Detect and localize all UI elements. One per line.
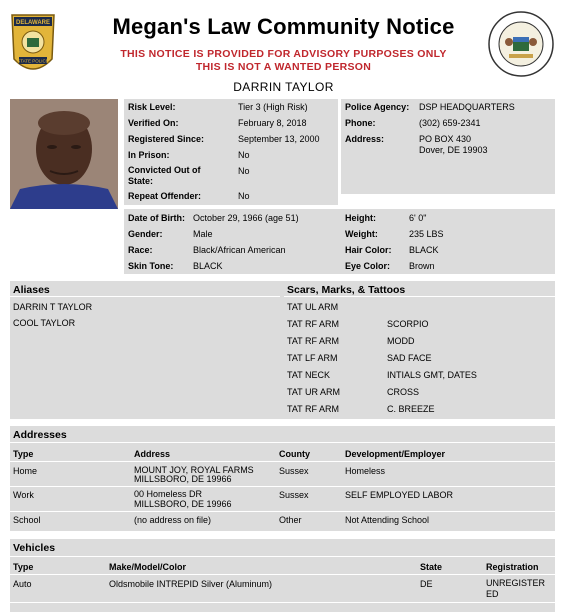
vehicles-row-divider bbox=[10, 602, 555, 603]
vehicle-col-state: State bbox=[420, 562, 443, 572]
hair-value: BLACK bbox=[409, 245, 439, 255]
vehicles-header-divider bbox=[10, 574, 555, 575]
vehicles-divider bbox=[10, 556, 555, 557]
scars-heading: Scars, Marks, & Tattoos bbox=[287, 284, 406, 296]
scar-location: TAT LF ARM bbox=[287, 353, 338, 363]
address-line1: (no address on file) bbox=[134, 515, 212, 525]
address-col-county: County bbox=[279, 449, 310, 459]
race-label: Race: bbox=[128, 245, 153, 255]
dob-label: Date of Birth: bbox=[128, 213, 185, 223]
prison-value: No bbox=[238, 150, 250, 160]
race-value: Black/African American bbox=[193, 245, 286, 255]
address-type: Work bbox=[13, 490, 34, 500]
scar-location: TAT RF ARM bbox=[287, 319, 340, 329]
vehicle-registration-line2: ED bbox=[486, 589, 499, 599]
address-type: School bbox=[13, 515, 41, 525]
svg-text:STATE POLICE: STATE POLICE bbox=[17, 58, 49, 64]
scar-location: TAT NECK bbox=[287, 370, 331, 380]
registered-label: Registered Since: bbox=[128, 134, 205, 144]
address-development: SELF EMPLOYED LABOR bbox=[345, 490, 454, 500]
skin-label: Skin Tone: bbox=[128, 261, 174, 271]
dob-value: October 29, 1966 (age 51) bbox=[193, 213, 299, 223]
scar-description: CROSS bbox=[387, 387, 420, 397]
convicted-label: Convicted Out of bbox=[128, 165, 201, 175]
skin-value: BLACK bbox=[193, 261, 223, 271]
offender-photo bbox=[10, 99, 118, 209]
addresses-heading: Addresses bbox=[13, 429, 67, 441]
vehicle-col-type: Type bbox=[13, 562, 34, 572]
vehicle-col-make: Make/Model/Color bbox=[109, 562, 187, 572]
verified-value: February 8, 2018 bbox=[238, 118, 307, 128]
address-type: Home bbox=[13, 466, 38, 476]
agency-address-label: Address: bbox=[345, 134, 385, 144]
risk-level-label: Risk Level: bbox=[128, 102, 176, 112]
scar-location: TAT UL ARM bbox=[287, 302, 339, 312]
address-development: Homeless bbox=[345, 466, 386, 476]
vehicle-state: DE bbox=[420, 579, 433, 589]
aliases-divider bbox=[10, 296, 280, 297]
address-line2: MILLSBORO, DE 19966 bbox=[134, 474, 232, 484]
scar-description: SAD FACE bbox=[387, 353, 432, 363]
addresses-header-divider bbox=[10, 461, 555, 462]
verified-label: Verified On: bbox=[128, 118, 179, 128]
convicted-label-line2: State: bbox=[128, 176, 154, 186]
offender-name: DARRIN TAYLOR bbox=[233, 80, 334, 94]
hair-label: Hair Color: bbox=[345, 245, 392, 255]
phone-label: Phone: bbox=[345, 118, 376, 128]
address-line2: MILLSBORO, DE 19966 bbox=[134, 499, 232, 509]
address-col-address: Address bbox=[134, 449, 171, 459]
height-label: Height: bbox=[345, 213, 376, 223]
addresses-row-divider bbox=[10, 511, 555, 512]
eye-label: Eye Color: bbox=[345, 261, 391, 271]
page-title: Megan's Law Community Notice bbox=[112, 14, 455, 39]
vehicles-heading: Vehicles bbox=[13, 542, 56, 554]
aliases-heading: Aliases bbox=[13, 284, 50, 296]
weight-label: Weight: bbox=[345, 229, 378, 239]
address-line1: 00 Homeless DR bbox=[134, 489, 203, 499]
address-county: Sussex bbox=[279, 466, 309, 476]
address-development: Not Attending School bbox=[345, 515, 430, 525]
physical-panel bbox=[124, 209, 555, 274]
scar-description: MODD bbox=[387, 336, 415, 346]
gender-label: Gender: bbox=[128, 229, 163, 239]
scars-divider bbox=[284, 296, 555, 297]
address-col-development: Development/Employer bbox=[345, 449, 446, 459]
scar-description: C. BREEZE bbox=[387, 404, 435, 414]
gender-value: Male bbox=[193, 229, 213, 239]
address-county: Other bbox=[279, 515, 302, 525]
agency-address-line1: PO BOX 430 bbox=[419, 134, 472, 144]
agency-value: DSP HEADQUARTERS bbox=[419, 102, 515, 112]
agency-address-line2: Dover, DE 19903 bbox=[419, 145, 488, 155]
address-col-type: Type bbox=[13, 449, 34, 459]
risk-level-value: Tier 3 (High Risk) bbox=[238, 102, 308, 112]
advisory-warning: THIS NOTICE IS PROVIDED FOR ADVISORY PURPOSES ONLY bbox=[120, 48, 447, 60]
alias-item: COOL TAYLOR bbox=[13, 318, 76, 328]
address-line1: MOUNT JOY, ROYAL FARMS bbox=[134, 465, 254, 475]
registered-value: September 13, 2000 bbox=[238, 134, 320, 144]
prison-label: In Prison: bbox=[128, 150, 170, 160]
scar-description: SCORPIO bbox=[387, 319, 429, 329]
vehicle-col-registration: Registration bbox=[486, 562, 539, 572]
scar-location: TAT RF ARM bbox=[287, 404, 340, 414]
repeat-value: No bbox=[238, 191, 250, 201]
convicted-value: No bbox=[238, 166, 250, 176]
addresses-divider bbox=[10, 442, 555, 443]
eye-value: Brown bbox=[409, 261, 435, 271]
weight-value: 235 LBS bbox=[409, 229, 444, 239]
alias-item: DARRIN T TAYLOR bbox=[13, 302, 93, 312]
scar-description: INTIALS GMT, DATES bbox=[387, 370, 477, 380]
agency-label: Police Agency: bbox=[345, 102, 410, 112]
vehicle-registration: UNREGISTER bbox=[486, 578, 546, 588]
not-wanted-warning: THIS IS NOT A WANTED PERSON bbox=[195, 61, 372, 73]
address-county: Sussex bbox=[279, 490, 309, 500]
phone-value: (302) 659-2341 bbox=[419, 118, 481, 128]
vehicle-make: Oldsmobile INTREPID Silver (Aluminum) bbox=[109, 579, 273, 589]
height-value: 6' 0" bbox=[409, 213, 427, 223]
repeat-label: Repeat Offender: bbox=[128, 191, 202, 201]
svg-text:DELAWARE: DELAWARE bbox=[15, 20, 51, 26]
addresses-row-divider bbox=[10, 486, 555, 487]
scar-location: TAT UR ARM bbox=[287, 387, 341, 397]
vehicle-type: Auto bbox=[13, 579, 32, 589]
scar-location: TAT RF ARM bbox=[287, 336, 340, 346]
